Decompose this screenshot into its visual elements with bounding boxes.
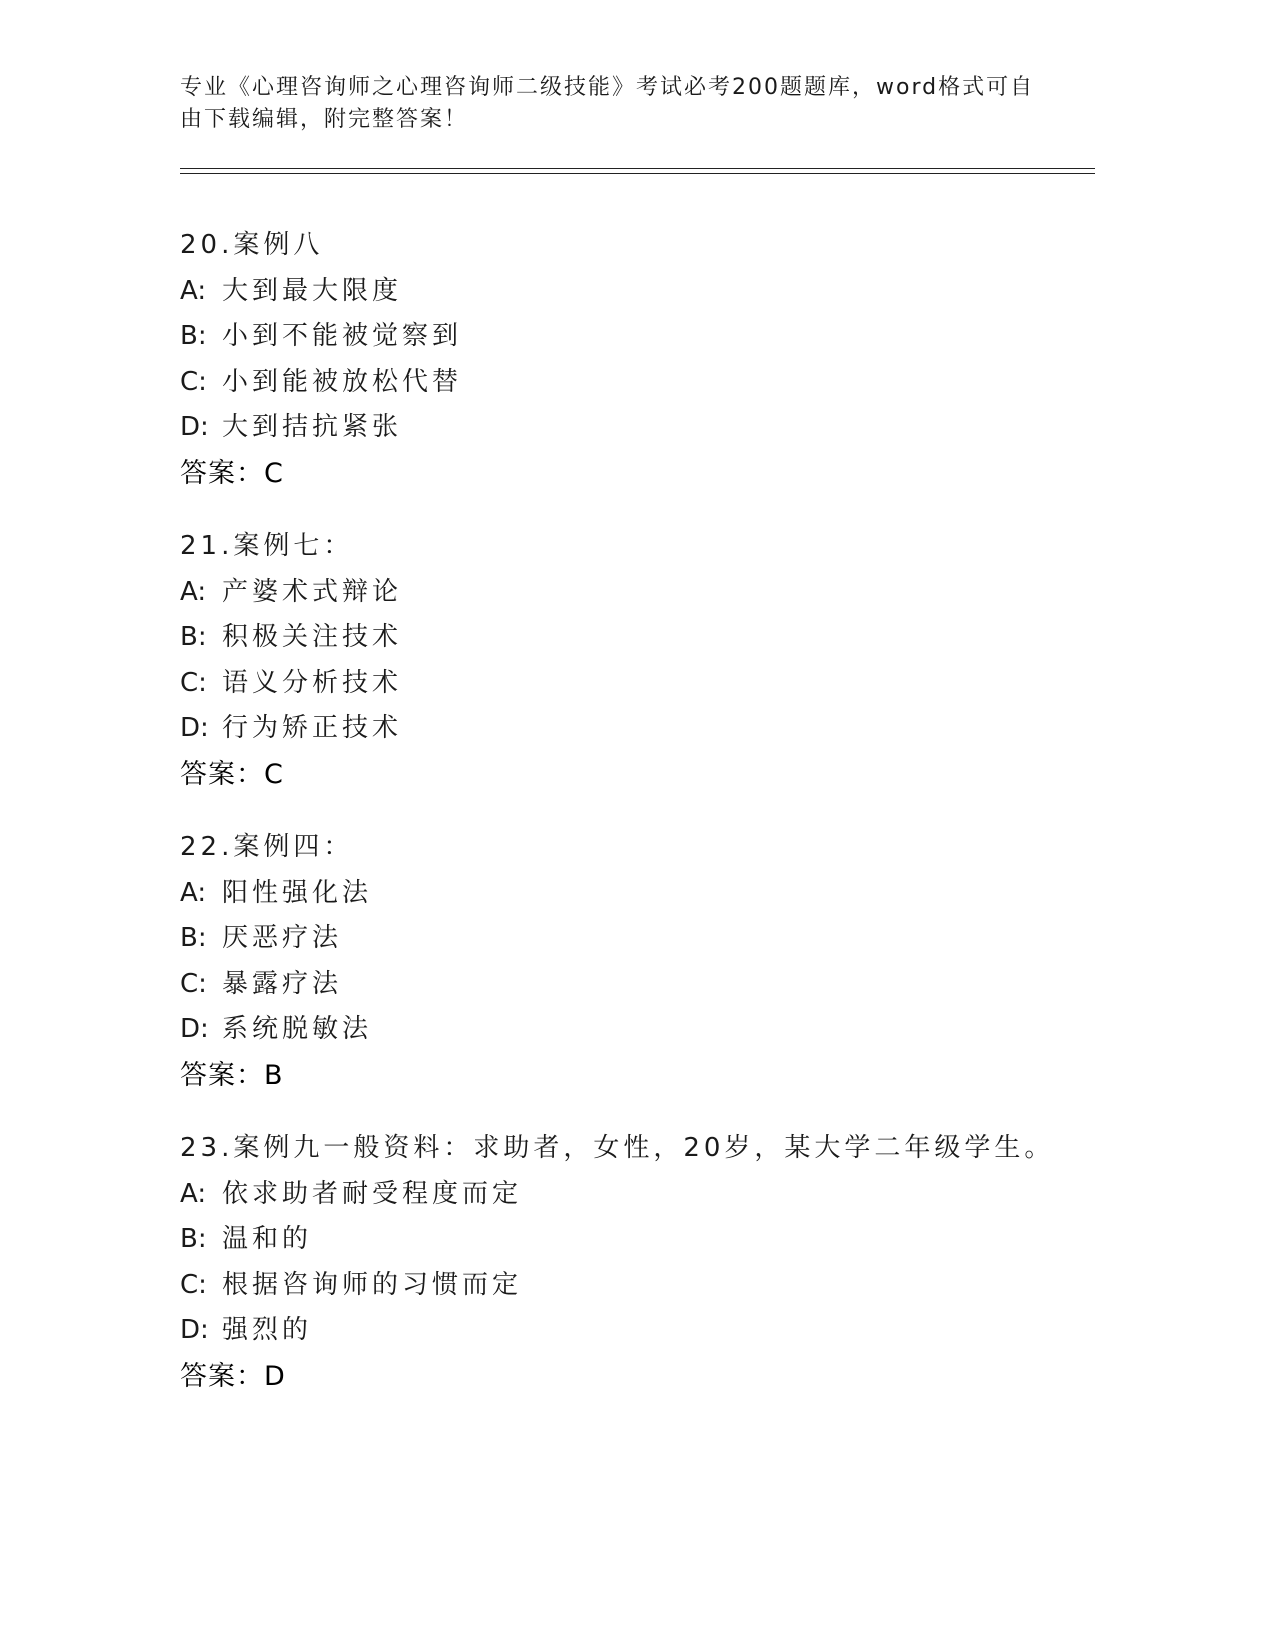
option-letter: C:: [180, 667, 207, 698]
option-a: [180, 1172, 1100, 1218]
option-letter: C:: [180, 366, 207, 397]
question-stem: 23.案例九一般资料：求助者，女性，20岁，某大学二年级学生。: [180, 1133, 1055, 1163]
option-text: 温和的: [222, 1224, 313, 1254]
answer-line: 答案：C: [180, 758, 284, 790]
option-text: 行为矫正技术: [222, 713, 403, 743]
option-text: 小到能被放松代替: [222, 366, 463, 397]
option-b: [180, 1217, 1100, 1263]
option-letter: B:: [180, 1224, 207, 1254]
option-d: [180, 1007, 1100, 1053]
option-text: 产婆术式辩论: [222, 576, 403, 607]
option-text: 根据咨询师的习惯而定: [222, 1269, 523, 1300]
option-b: [180, 615, 1100, 661]
answer-line: 答案：D: [180, 1360, 286, 1392]
question-23: [180, 1126, 1100, 1399]
option-text: 阳性强化法: [222, 877, 373, 908]
option-d: [180, 706, 1100, 752]
option-c: [180, 360, 1100, 406]
option-letter: A:: [180, 877, 207, 908]
option-letter: D:: [180, 1315, 209, 1345]
option-c: [180, 1263, 1100, 1309]
option-c: [180, 661, 1100, 707]
option-letter: A:: [180, 576, 207, 607]
option-d: [180, 405, 1100, 451]
question-stem: 22.案例四：: [180, 832, 354, 862]
option-letter: D:: [180, 412, 209, 442]
answer-line: 答案：C: [180, 457, 284, 489]
header-divider-bottom: [180, 173, 1095, 174]
option-d: [180, 1308, 1100, 1354]
option-text: 小到不能被觉察到: [222, 321, 463, 351]
option-a: [180, 269, 1100, 315]
option-b: [180, 314, 1100, 360]
option-letter: C:: [180, 968, 207, 999]
option-letter: B:: [180, 321, 207, 351]
header-divider-top: [180, 168, 1095, 169]
header-line-1: 专业《心理咨询师之心理咨询师二级技能》考试必考200题题库，word格式可自: [180, 75, 1035, 100]
option-letter: A:: [180, 275, 207, 306]
option-letter: D:: [180, 1014, 209, 1044]
option-letter: B:: [180, 923, 207, 953]
option-text: 积极关注技术: [222, 622, 403, 652]
question-stem: 20.案例八: [180, 230, 324, 260]
option-letter: B:: [180, 622, 207, 652]
question-stem: 21.案例七：: [180, 531, 354, 561]
option-letter: D:: [180, 713, 209, 743]
answer-line: 答案：B: [180, 1059, 284, 1091]
question-20: [180, 223, 1100, 496]
option-text: 大到拮抗紧张: [222, 412, 403, 442]
option-text: 暴露疗法: [222, 968, 343, 999]
option-letter: A:: [180, 1178, 207, 1209]
question-21: [180, 524, 1100, 797]
header-line-2: 由下载编辑，附完整答案！: [180, 107, 469, 132]
option-text: 系统脱敏法: [222, 1014, 373, 1044]
option-letter: C:: [180, 1269, 207, 1300]
option-a: [180, 570, 1100, 616]
option-text: 厌恶疗法: [222, 923, 343, 953]
option-text: 强烈的: [222, 1315, 313, 1345]
question-22: [180, 825, 1100, 1098]
option-text: 语义分析技术: [222, 667, 403, 698]
option-a: [180, 871, 1100, 917]
option-text: 大到最大限度: [222, 275, 403, 306]
option-c: [180, 962, 1100, 1008]
question-list: [180, 223, 1100, 1427]
document-header: [180, 72, 1080, 136]
option-b: [180, 916, 1100, 962]
option-text: 依求助者耐受程度而定: [222, 1178, 523, 1209]
